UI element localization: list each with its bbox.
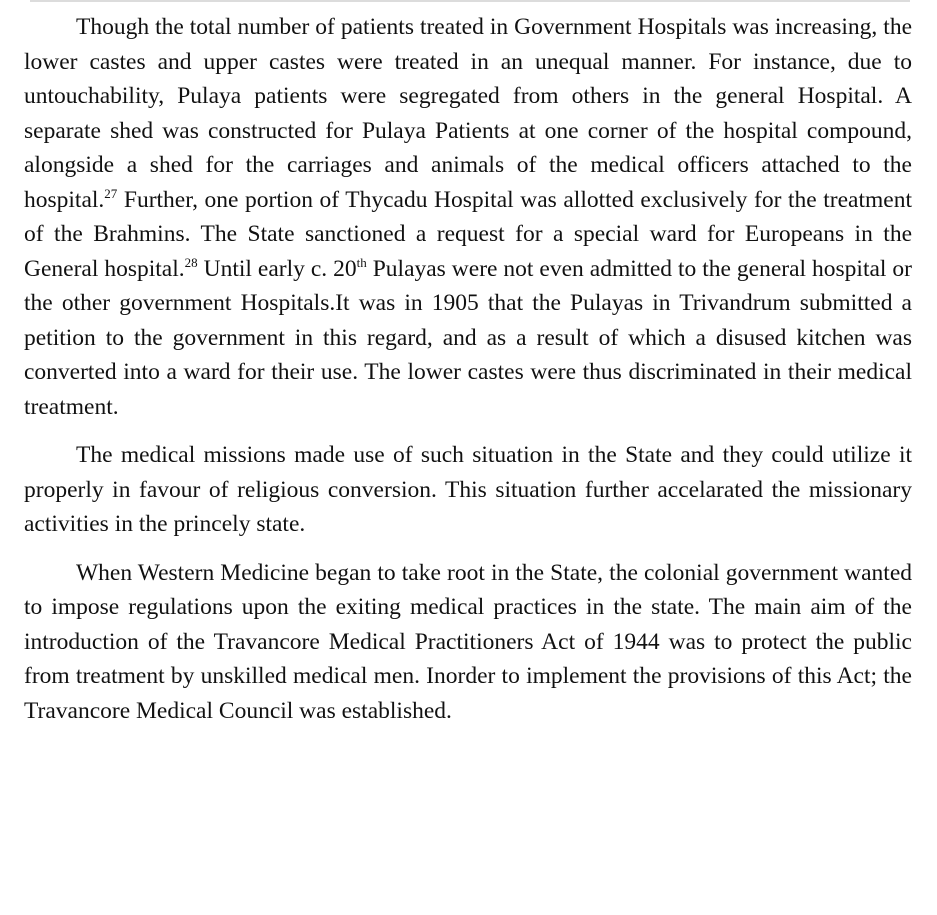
paragraph-1-text-a: Though the total number of patients treated in Government Hospitals was increasing, the lower castes and upper castes were treated in an unequal manner. For instance, due to untouchability, Pulaya patients were segregated from others in the general Hospital. A separate shed was constructed for Pulaya Patients at one corner of the hospital compound, alongside a shed for the carriages and animals of the medical officers attached to the hospital. [24, 14, 912, 213]
footnote-ref-27: 27 [104, 185, 118, 201]
paragraph-1-text-d: Pulayas were not even admitted to the general hospital or the other government Hospitals.It was in 1905 that the Pulayas in Trivandrum submitted a petition to the government in this regard, and as a result of which a disused kitchen was converted into a ward for their use. The lower castes were thus discriminated in their medical treatment. [24, 255, 912, 420]
paragraph-1-text-b: Further, one portion of Thycadu Hospital was allotted exclusively for the treatment of the Brahmins. The State sanctioned a request for a special ward for Europeans in the General hospital. [24, 186, 912, 282]
paragraph-1-text-c: Until early c. 20 [197, 255, 357, 282]
century-ordinal-suffix: th [356, 254, 367, 270]
paragraph-medical-regulations: When Western Medicine began to take root in the State, the colonial government wanted to impose regulations upon the exiting medical practices in the state. The main aim of the introduction of the Travancore Medical Practitioners Act of 1944 was to protect the public from treatment by unskilled medical men. Inorder to implement the provisions of this Act; the Travancore Medical Council was established. [24, 559, 912, 724]
document-page [24, 10, 912, 728]
top-edge-residue [30, 0, 910, 2]
paragraph-medical-missions: The medical missions made use of such situation in the State and they could utilize it properly in favour of religious conversion. This situation further accelarated the missionary activities in the princely state. [24, 442, 912, 537]
footnote-ref-28: 28 [184, 254, 198, 270]
paragraph-hospital-discrimination [24, 10, 912, 424]
